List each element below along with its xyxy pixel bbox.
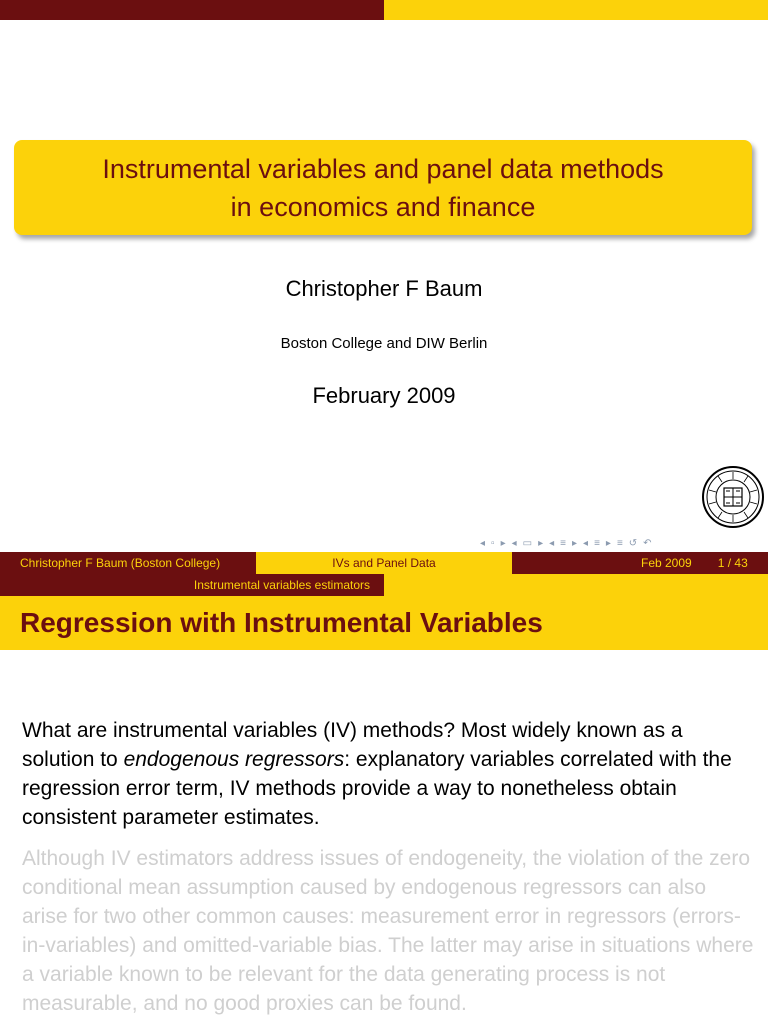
nav-appendix-icon[interactable]: ≡ — [616, 537, 623, 549]
institute: Boston College and DIW Berlin — [280, 335, 488, 352]
title-line-1: Instrumental variables and panel data methods — [102, 153, 664, 184]
footer-date-block — [512, 552, 768, 574]
nav-next-doc-arrow-icon[interactable]: ▸ — [605, 537, 611, 549]
title-line-2: in economics and finance — [230, 191, 536, 222]
nav-next-arrow-icon[interactable]: ▸ — [500, 537, 506, 549]
section-header-bar — [0, 574, 384, 596]
nav-search-icon[interactable]: ↺ — [628, 537, 638, 549]
nav-next-section-arrow-icon[interactable]: ▸ — [572, 537, 578, 549]
frame-title-bar — [0, 596, 768, 650]
footer-author: Christopher F Baum (Boston College) — [20, 556, 221, 570]
paragraph-intro-text-1: What are instrumental variables (IV) methods? Most widely known as a solution to — [22, 719, 683, 771]
nav-prev-doc-arrow-icon[interactable]: ◂ — [583, 537, 589, 549]
footer-short-title: IVs and Panel Data — [332, 556, 436, 570]
footer-page-number: 1 / 43 — [717, 556, 748, 570]
paragraph-intro — [22, 716, 757, 832]
title-box — [14, 140, 752, 235]
paragraph-faded: Although IV estimators address issues of endogeneity, the violation of the zero conditional mean assumption caused by endogenous regressors can also arise for two other common causes: measurement error in regressors (errors-in-variables) and omitted-variable bias. The latter may arise in situations where a variable known to be relevant for the data generating process is not measurable, and no good proxies can be found. — [22, 847, 754, 1015]
nav-frame-icon[interactable]: ▫ — [491, 537, 495, 549]
nav-prev-section-arrow-icon[interactable]: ◂ — [549, 537, 555, 549]
frame-title: Regression with Instrumental Variables — [20, 607, 543, 638]
boston-college-seal-icon — [702, 466, 764, 528]
paragraph-intro-emphasis: endogenous regressors — [123, 748, 345, 771]
section-header-bar-right — [384, 574, 768, 596]
nav-back-icon[interactable]: ↶ — [643, 537, 652, 549]
nav-doc-icon[interactable]: ≡ — [594, 537, 600, 549]
header-bar-right — [384, 0, 768, 20]
beamer-navigation-bar[interactable] — [480, 536, 765, 550]
header-bar-left — [0, 0, 384, 20]
paragraph-faded-wrapper — [0, 840, 768, 1024]
section-name: Instrumental variables estimators — [193, 578, 370, 592]
nav-prev-subsection-arrow-icon[interactable]: ◂ — [511, 537, 517, 549]
nav-prev-arrow-icon[interactable]: ◂ — [480, 537, 486, 549]
paragraph-intro-text-2: : explanatory variables correlated with the regression error term, IV methods provide a way to nonetheless obtain consistent parameter estimates. — [22, 748, 732, 829]
nav-subsection-icon[interactable]: ▭ — [522, 537, 533, 549]
footer-title-block — [256, 552, 512, 574]
footer-author-block — [0, 552, 256, 574]
footer-date: Feb 2009 — [641, 556, 692, 570]
author-name: Christopher F Baum — [285, 276, 483, 301]
nav-section-icon[interactable]: ≡ — [560, 537, 566, 549]
presentation-date: February 2009 — [312, 383, 456, 408]
nav-next-subsection-arrow-icon[interactable]: ▸ — [538, 537, 544, 549]
